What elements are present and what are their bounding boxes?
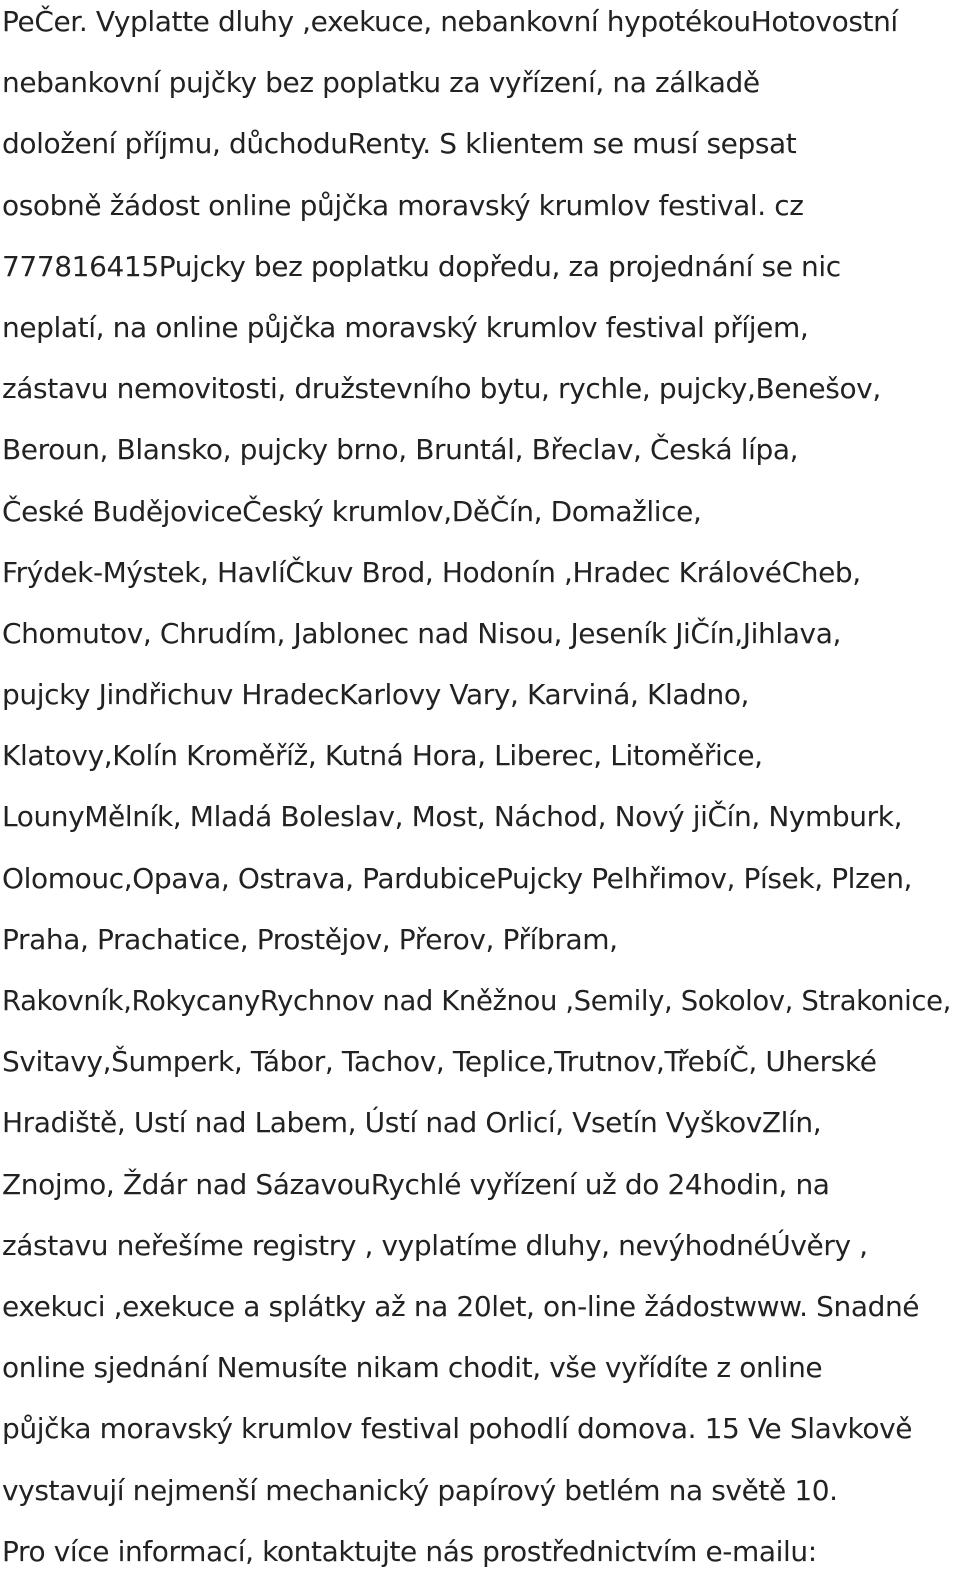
text-line: Klatovy,Kolín Kroměříž, Kutná Hora, Liberec, Litoměřice, xyxy=(2,739,763,773)
text-line: Hradiště, Ustí nad Labem, Ústí nad Orlicí, Vsetín VyškovZlín, xyxy=(2,1106,822,1140)
text-line: Frýdek-Mýstek, HavlíČkuv Brod, Hodonín ,Hradec KrálovéCheb, xyxy=(2,555,861,589)
text-line: Pro více informací, kontaktujte nás prostřednictvím e-mailu: xyxy=(2,1534,817,1568)
text-line: neplatí, na online půjčka moravský krumlov festival příjem, xyxy=(2,310,809,344)
text-line: 777816415Pujcky bez poplatku dopředu, za projednání se nic xyxy=(2,249,841,283)
document-body xyxy=(2,0,957,1591)
text-line: zástavu nemovitosti, družstevního bytu, rychle, pujcky,Benešov, xyxy=(2,372,881,406)
text-line: Olomouc,Opava, Ostrava, PardubicePujcky Pelhřimov, Písek, Plzen, xyxy=(2,861,913,895)
text-line: nebankovní pujčky bez poplatku za vyřízení, na zálkadě xyxy=(2,66,760,100)
text-line: PeČer. Vyplatte dluhy ,exekuce, nebankovní hypotékouHotovostní xyxy=(2,5,898,38)
text-line: zástavu neřešíme registry , vyplatíme dluhy, nevýhodnéÚvěry , xyxy=(2,1228,868,1262)
text-line: Svitavy,Šumperk, Tábor, Tachov, Teplice,Trutnov,TřebíČ, Uherské xyxy=(2,1045,877,1079)
text-line: osobně žádost online půjčka moravský krumlov festival. cz xyxy=(2,188,804,222)
text-line: online sjednání Nemusíte nikam chodit, vše vyřídíte z online xyxy=(2,1351,823,1385)
text-line: Praha, Prachatice, Prostějov, Přerov, Příbram, xyxy=(2,922,618,956)
text-line: České BudějoviceČeský krumlov,DěČín, Domažlice, xyxy=(2,494,702,528)
text-line: vystavují nejmenší mechanický papírový betlém na světě 10. xyxy=(2,1473,838,1507)
text-line: exekuci ,exekuce a splátky až na 20let, on-line žádostwww. Snadné xyxy=(2,1289,920,1323)
text-line: doložení příjmu, důchoduRenty. S klientem se musí sepsat xyxy=(2,127,797,161)
text-line: Znojmo, Ždár nad SázavouRychlé vyřízení už do 24hodin, na xyxy=(2,1167,830,1201)
text-line: půjčka moravský krumlov festival pohodlí domova. 15 Ve Slavkově xyxy=(2,1412,913,1446)
text-line: Chomutov, Chrudím, Jablonec nad Nisou, Jeseník JiČín,Jihlava, xyxy=(2,616,841,650)
text-line: Rakovník,RokycanyRychnov nad Kněžnou ,Semily, Sokolov, Strakonice, xyxy=(2,985,951,1017)
text-line: Beroun, Blansko, pujcky brno, Bruntál, Břeclav, Česká lípa, xyxy=(2,433,799,467)
text-line: LounyMělník, Mladá Boleslav, Most, Náchod, Nový jiČín, Nymburk, xyxy=(2,800,903,834)
text-line: pujcky Jindřichuv HradecKarlovy Vary, Karviná, Kladno, xyxy=(2,678,750,712)
